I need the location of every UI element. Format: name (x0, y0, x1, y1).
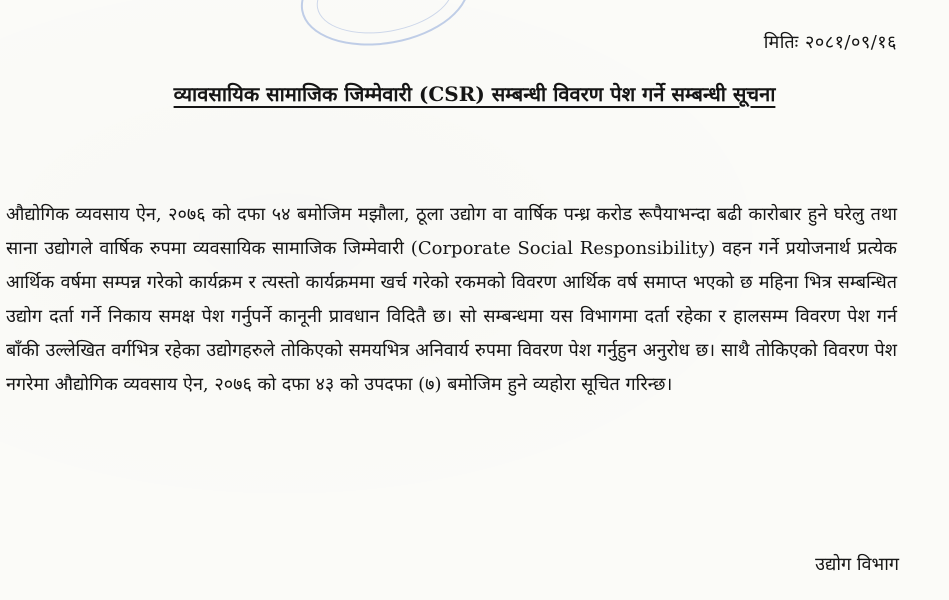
notice-body: औद्योगिक व्यवसाय ऐन, २०७६ को दफा ५४ बमोजिम मझौला, ठूला उद्योग वा वार्षिक पन्ध्र करोड रूपैयाभन्दा बढी कारोबार हुने घरेलु तथा साना उद्योगले वार्षिक रुपमा व्यवसायिक सामाजिक जिम्मेवारी (Corporate Social Responsibility) वहन गर्ने प्रयोजनार्थ प्रत्येक आर्थिक वर्षमा सम्पन्न गरेको कार्यक्रम र त्यस्तो कार्यक्रममा खर्च गरेको रकमको विवरण आर्थिक वर्ष समाप्त भएको छ महिना भित्र सम्बन्धित उद्योग दर्ता गर्ने निकाय समक्ष पेश गर्नुपर्ने कानूनी प्रावधान विदितै छ। सो सम्बन्धमा यस विभागमा दर्ता रहेका र हालसम्म विवरण पेश गर्न बाँकी उल्लेखित वर्गभित्र रहेका उद्योगहरुले तोकिएको समयभित्र अनिवार्य रुपमा विवरण पेश गर्नुहुन अनुरोध छ। साथै तोकिएको विवरण पेश नगरेमा औद्योगिक व्यवसाय ऐन, २०७६ को दफा ४३ को उपदफा (७) बमोजिम हुने व्यहोरा सूचित गरिन्छ। (6, 204, 897, 395)
notice-title-text: व्यावसायिक सामाजिक जिम्मेवारी (CSR) सम्बन्धी विवरण पेश गर्ने सम्बन्धी सूचना (173, 82, 776, 106)
office-stamp (293, 0, 477, 58)
stamp-inner-ring (311, 0, 459, 43)
issuer-signature: उद्योग विभाग (815, 554, 899, 575)
notice-title (0, 80, 949, 107)
notice-date: मितिः २०८१/०९/१६ (763, 32, 897, 53)
